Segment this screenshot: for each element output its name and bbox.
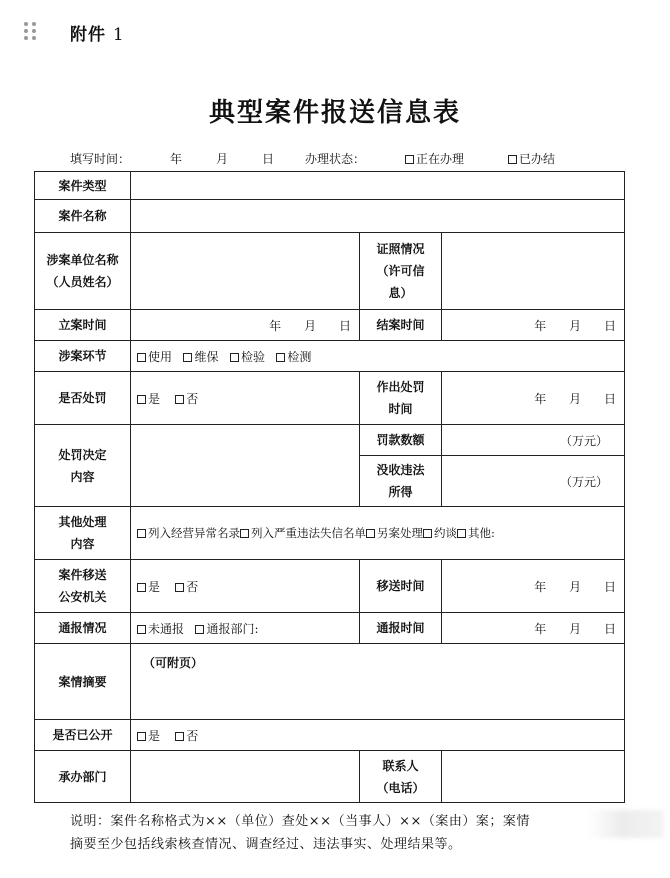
- footnote-line-2: 摘要至少包括线索核查情况、调查经过、违法事实、处理结果等。: [70, 837, 462, 852]
- checkbox-icon[interactable]: [175, 583, 184, 592]
- label-other-handling: 其他处理 内容: [35, 507, 131, 560]
- checkbox-icon[interactable]: [366, 529, 375, 538]
- table-row: [35, 560, 625, 613]
- label-transfer-police: 案件移送 公安机关: [35, 560, 131, 613]
- label-public: 是否已公开: [35, 720, 131, 751]
- label-confiscation: 没收违法 所得: [360, 456, 442, 507]
- checkbox-icon[interactable]: [175, 395, 184, 404]
- fill-info-row: [0, 150, 670, 168]
- checkbox-icon[interactable]: [137, 529, 146, 538]
- transfer-time-field[interactable]: 年 月 日: [442, 560, 625, 613]
- label-fine-amount: 罚款数额: [360, 425, 442, 456]
- checkbox-icon[interactable]: [137, 732, 146, 741]
- checkbox-icon[interactable]: [175, 732, 184, 741]
- other-option[interactable]: 约谈: [423, 526, 457, 540]
- notify-option[interactable]: 未通报: [137, 622, 184, 636]
- fill-time-label: 填写时间：: [70, 152, 131, 166]
- table-row: [35, 751, 625, 803]
- closing-time-field[interactable]: 年 月 日: [442, 310, 625, 341]
- drag-handle-icon[interactable]: [24, 22, 38, 40]
- checkbox-icon[interactable]: [240, 529, 249, 538]
- stage-option[interactable]: 维保: [183, 350, 218, 364]
- contact-field[interactable]: [442, 751, 625, 803]
- label-contact: 联系人 （电话）: [360, 751, 442, 803]
- penalty-time-field[interactable]: 年 月 日: [442, 372, 625, 425]
- checkbox-icon[interactable]: [137, 353, 146, 362]
- other-option[interactable]: 列入严重违法失信名单: [240, 526, 366, 540]
- penalized-options: [131, 372, 360, 425]
- checkbox-icon[interactable]: [183, 353, 192, 362]
- table-row: [35, 172, 625, 200]
- stage-option[interactable]: 检验: [230, 350, 265, 364]
- status-label: 办理状态：: [305, 152, 366, 166]
- case-name-field[interactable]: [131, 200, 625, 233]
- label-case-type: 案件类型: [35, 172, 131, 200]
- notify-options: [131, 613, 360, 644]
- checkbox-icon[interactable]: [276, 353, 285, 362]
- license-info-field[interactable]: [442, 233, 625, 310]
- table-row: [35, 613, 625, 644]
- label-summary: 案情摘要: [35, 644, 131, 720]
- label-notify: 通报情况: [35, 613, 131, 644]
- dept-field[interactable]: [131, 751, 360, 803]
- label-notify-time: 通报时间: [360, 613, 442, 644]
- label-decision: 处罚决定 内容: [35, 425, 131, 507]
- checkbox-icon[interactable]: [137, 395, 146, 404]
- option-no[interactable]: 否: [175, 729, 198, 743]
- label-dept: 承办部门: [35, 751, 131, 803]
- table-row: [35, 233, 625, 310]
- fill-month: 月: [216, 152, 229, 166]
- involved-unit-field[interactable]: [131, 233, 360, 310]
- checkbox-icon[interactable]: [137, 625, 146, 634]
- label-closing-time: 结案时间: [360, 310, 442, 341]
- checkbox-icon[interactable]: [230, 353, 239, 362]
- stage-option[interactable]: 检测: [276, 350, 311, 364]
- table-row: [35, 341, 625, 372]
- table-row: [35, 507, 625, 560]
- other-option[interactable]: 其他:: [457, 526, 495, 540]
- table-row: [35, 372, 625, 425]
- footnote-line-1: 说明：案件名称格式为××（单位）查处××（当事人）××（案由）案；案情: [70, 814, 530, 829]
- case-type-field[interactable]: [131, 172, 625, 200]
- other-option[interactable]: 列入经营异常名录: [137, 526, 240, 540]
- fill-year: 年: [170, 152, 183, 166]
- notify-time-field[interactable]: 年 月 日: [442, 613, 625, 644]
- table-row: [35, 200, 625, 233]
- blurred-area: [588, 810, 664, 838]
- table-row: [35, 720, 625, 751]
- transfer-options: [131, 560, 360, 613]
- option-yes[interactable]: 是: [137, 392, 160, 406]
- status-option-in-progress[interactable]: 正在办理: [405, 150, 464, 167]
- checkbox-icon[interactable]: [405, 155, 414, 164]
- label-penalty-time: 作出处罚 时间: [360, 372, 442, 425]
- option-yes[interactable]: 是: [137, 729, 160, 743]
- summary-note: （可附页）: [143, 656, 204, 670]
- checkbox-icon[interactable]: [423, 529, 432, 538]
- filing-time-field[interactable]: 年 月 日: [131, 310, 360, 341]
- case-info-table: [34, 171, 625, 803]
- label-license-info: 证照情况 （许可信 息）: [360, 233, 442, 310]
- decision-field[interactable]: [131, 425, 360, 507]
- attachment-label: 附件 1: [70, 25, 125, 45]
- notify-option[interactable]: 通报部门:: [195, 622, 258, 636]
- label-transfer-time: 移送时间: [360, 560, 442, 613]
- label-stage: 涉案环节: [35, 341, 131, 372]
- confiscation-field[interactable]: （万元）: [442, 456, 625, 507]
- checkbox-icon[interactable]: [137, 583, 146, 592]
- fine-amount-field[interactable]: （万元）: [442, 425, 625, 456]
- stage-options: [131, 341, 625, 372]
- public-options: [131, 720, 625, 751]
- checkbox-icon[interactable]: [195, 625, 204, 634]
- summary-field[interactable]: [131, 644, 625, 720]
- checkbox-icon[interactable]: [508, 155, 517, 164]
- status-option-done[interactable]: 已办结: [508, 150, 555, 167]
- other-option[interactable]: 另案处理: [366, 526, 423, 540]
- footnote: [70, 810, 630, 856]
- label-case-name: 案件名称: [35, 200, 131, 233]
- label-penalized: 是否处罚: [35, 372, 131, 425]
- table-row: [35, 425, 625, 456]
- table-row: [35, 310, 625, 341]
- checkbox-icon[interactable]: [457, 529, 466, 538]
- option-yes[interactable]: 是: [137, 580, 160, 594]
- fill-day: 日: [262, 152, 275, 166]
- stage-option[interactable]: 使用: [137, 350, 172, 364]
- option-no[interactable]: 否: [175, 580, 198, 594]
- label-filing-time: 立案时间: [35, 310, 131, 341]
- label-involved-unit: 涉案单位名称 （人员姓名）: [35, 233, 131, 310]
- document-title: 典型案件报送信息表: [208, 98, 461, 128]
- other-handling-options: [131, 507, 625, 560]
- option-no[interactable]: 否: [175, 392, 198, 406]
- table-row: [35, 644, 625, 720]
